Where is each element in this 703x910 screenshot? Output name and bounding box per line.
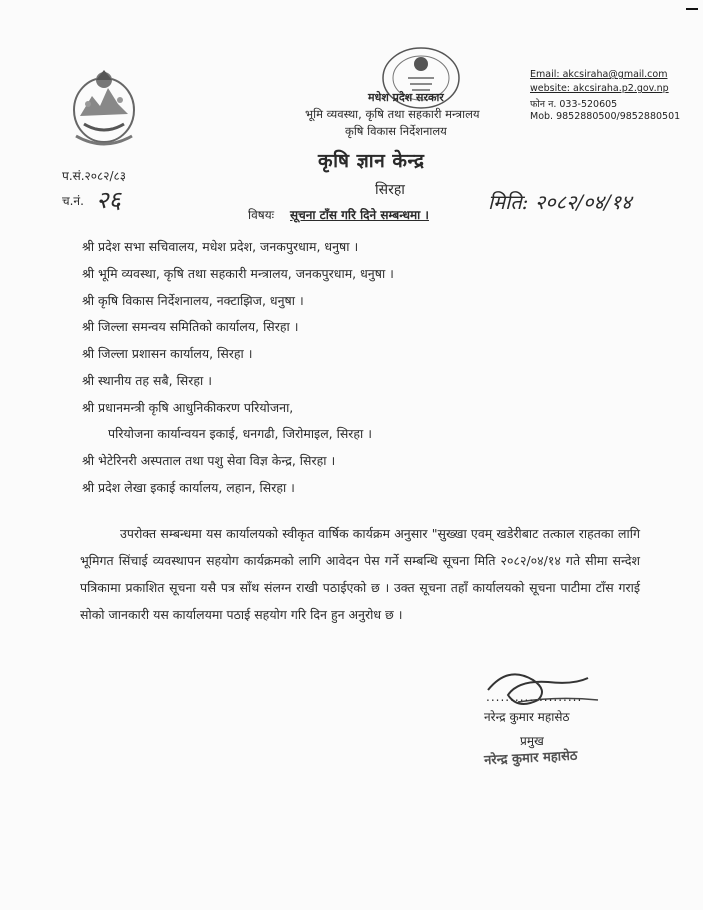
letter-date: मिति: २०८२/०४/१४ [488,190,632,214]
subject-label: विषयः [248,208,275,222]
letter-body: उपरोक्त सम्बन्धमा यस कार्यालयको स्वीकृत वार्षिक कार्यक्रम अनुसार "सुख्खा एवम् खडेरीबाट तत्काल राहतका लागि भूमिगत सिंचाई व्यवस्थापन सहयोग कार्यक्रमको लागि आवेदन पेस गर्ने सम्बन्धि सूचना मिति २०८२/०४/१४ गते सीमा सन्देश पत्रिकामा प्रकाशित सूचना यसै पत्र साँथ संलग्न राखी पठाईएको छ । उक्त सूचना तहाँ कार्यालयको सूचना पाटीमा टाँस गराई सोको जानकारी यस कार्यालयमा पठाई सहयोग गरि दिन हुन अनुरोध छ । [80,526,640,622]
ministry-name: भूमि व्यवस्था, कृषि तथा सहकारी मन्त्रालय [305,107,480,121]
recipient-7-cont: परियोजना कार्यान्वयन इकाई, धनगढी, जिरोमाइल, सिरहा । [108,426,372,441]
dispatch-number: २६ [96,186,121,214]
name-stamp: नरेन्द्र कुमार महासेठ [483,748,578,769]
recipient-6: श्री स्थानीय तह सबै, सिरहा । [82,373,212,388]
ministry-province-line: मधेश प्रदेश सरकार [368,91,444,104]
recipient-5: श्री जिल्ला प्रशासन कार्यालय, सिरहा । [82,346,253,361]
contact-email[interactable]: Email: akcsiraha@gmail.com [530,69,668,80]
recipient-9: श्री प्रदेश लेखा इकाई कार्यालय, लहान, सिरहा । [82,480,295,495]
scan-mark [686,8,698,10]
recipient-3: श्री कृषि विकास निर्देशनालय, नक्टाझिज, धनुषा । [82,293,304,308]
dispatch-label: च.नं. [62,194,84,208]
recipient-2: श्री भूमि व्यवस्था, कृषि तथा सहकारी मन्त्रालय, जनकपुरधाम, धनुषा । [82,266,394,281]
signatory-designation: प्रमुख [520,734,544,748]
directorate-name: कृषि विकास निर्देशनालय [345,124,447,138]
recipient-1: श्री प्रदेश सभा सचिवालय, मधेश प्रदेश, जनकपुरधाम, धनुषा । [82,239,359,254]
signature-dots: .................... [486,690,583,704]
district-name: सिरहा [375,182,405,198]
contact-website[interactable]: website: akcsiraha.p2.gov.np [530,83,669,94]
contact-phone: फोन न. 033-520605 [530,99,618,110]
recipient-8: श्री भेटेरिनरी अस्पताल तथा पशु सेवा विज्ञ केन्द्र, सिरहा । [82,453,336,468]
recipient-7: श्री प्रधानमन्त्री कृषि आधुनिकीकरण परियोजना, [82,400,294,415]
letter-reference-number: प.सं.२०८२/८३ [62,169,127,183]
contact-mobile: Mob. 9852880500/9852880501 [530,111,681,122]
nepal-emblem-icon [70,66,138,150]
office-title: कृषि ज्ञान केन्द्र [318,150,425,172]
recipient-4: श्री जिल्ला समन्वय समितिको कार्यालय, सिरहा । [82,319,299,334]
subject-text: सूचना टाँस गरि दिने सम्बन्धमा । [290,208,429,222]
signatory-name: नरेन्द्र कुमार महासेठ [484,710,570,724]
